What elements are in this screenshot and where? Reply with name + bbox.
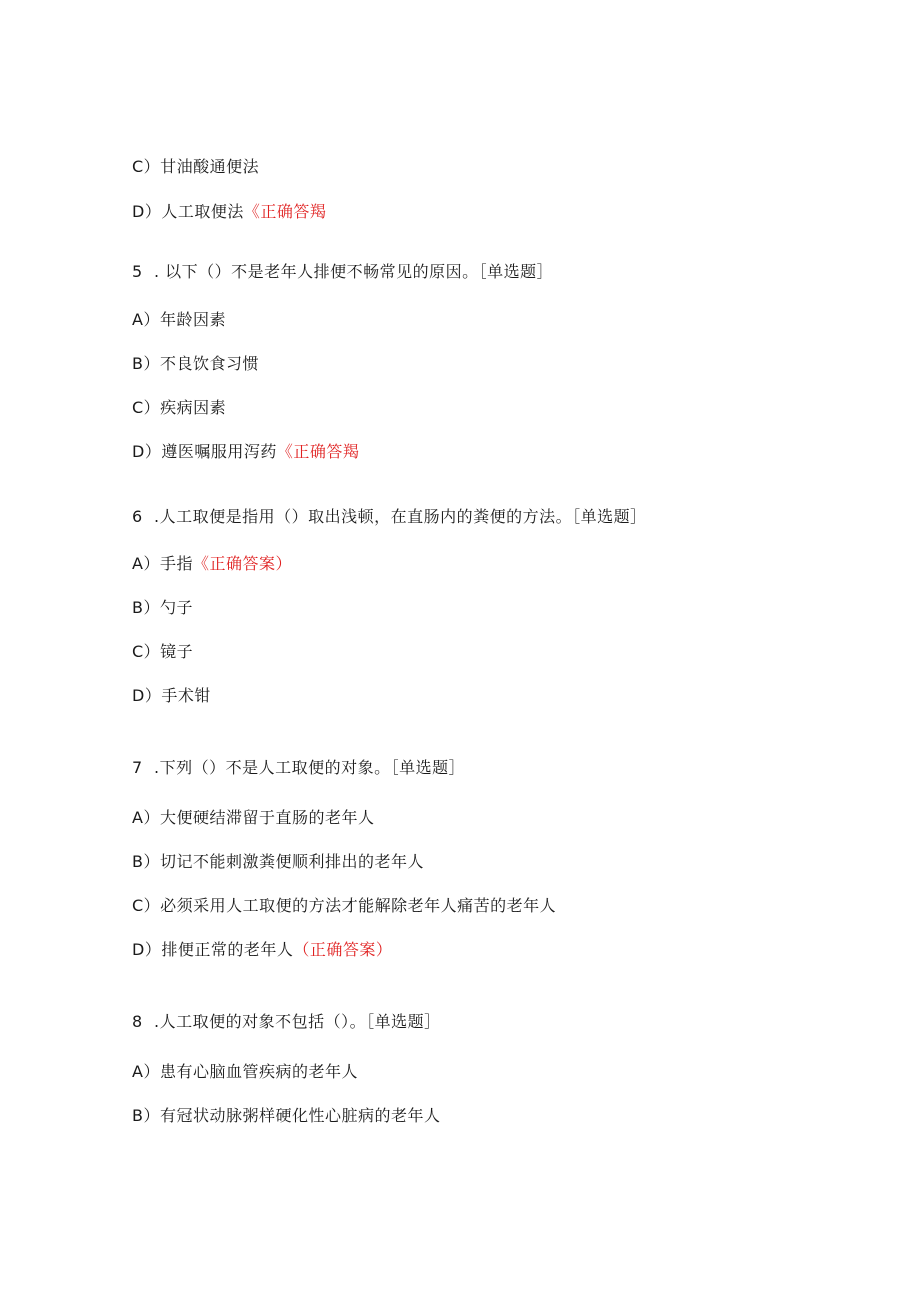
correct-answer-mark: （正确答案） — [293, 940, 393, 959]
question-line — [132, 261, 553, 283]
question-line — [132, 506, 647, 528]
option-text: B）有冠状动脉粥样硬化性心脏病的老年人 — [132, 1106, 441, 1125]
option-text: C）镜子 — [132, 642, 194, 661]
option-line — [132, 353, 259, 375]
question-number: 5 — [132, 262, 143, 281]
option-line — [132, 597, 193, 619]
option-text: D）人工取便法 — [132, 202, 244, 221]
option-line — [132, 939, 392, 961]
option-text: D）手术钳 — [132, 686, 211, 705]
option-line — [132, 851, 424, 873]
option-line — [132, 441, 359, 463]
option-text: A）年龄因素 — [132, 310, 226, 329]
option-text: B）不良饮食习惯 — [132, 354, 259, 373]
option-text: B）勺子 — [132, 598, 193, 617]
question-line — [132, 1011, 441, 1033]
question-text: .人工取便的对象不包括（）。［单选题］ — [154, 1012, 441, 1031]
option-line — [132, 895, 556, 917]
question-text: . 以下（）不是老年人排便不畅常见的原因。［单选题］ — [154, 262, 554, 281]
correct-answer-mark: 《正确答羯 — [243, 202, 327, 221]
question-text: .下列（）不是人工取便的对象。［单选题］ — [154, 758, 466, 777]
option-line — [132, 201, 326, 223]
option-line — [132, 553, 292, 575]
option-line — [132, 685, 211, 707]
question-line — [132, 757, 465, 779]
option-line — [132, 156, 259, 178]
option-text: B）切记不能刺激粪便顺利排出的老年人 — [132, 852, 424, 871]
option-text: A）手指 — [132, 554, 193, 573]
option-text: C）甘油酸通便法 — [132, 157, 260, 176]
option-text: C）必须采用人工取便的方法才能解除老年人痛苦的老年人 — [132, 896, 557, 915]
option-line — [132, 309, 226, 331]
question-number: 7 — [132, 758, 143, 777]
option-text: A）患有心脑血管疾病的老年人 — [132, 1062, 358, 1081]
correct-answer-mark: 《正确答羯 — [276, 442, 360, 461]
option-text: A）大便硬结滞留于直肠的老年人 — [132, 808, 375, 827]
option-line — [132, 1105, 440, 1127]
option-line — [132, 397, 226, 419]
correct-answer-mark: 《正确答案） — [192, 554, 292, 573]
question-number: 6 — [132, 507, 143, 526]
question-text: .人工取便是指用（）取出浅顿，在直肠内的粪便的方法。［单选题］ — [154, 507, 647, 526]
option-text: C）疾病因素 — [132, 398, 227, 417]
option-text: D）排便正常的老年人 — [132, 940, 294, 959]
question-number: 8 — [132, 1012, 143, 1031]
option-text: D）遵医嘱服用泻药 — [132, 442, 277, 461]
option-line — [132, 1061, 358, 1083]
option-line — [132, 807, 374, 829]
option-line — [132, 641, 193, 663]
